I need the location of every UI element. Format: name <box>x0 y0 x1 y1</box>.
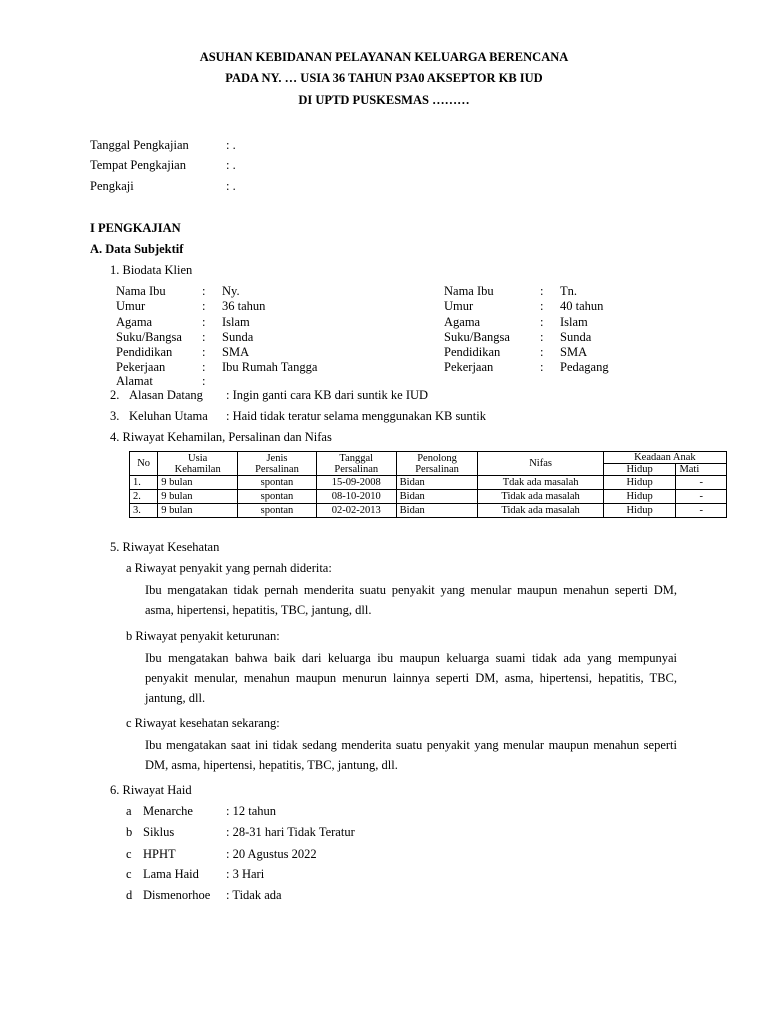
meta-label: Tanggal Pengkajian <box>90 138 189 152</box>
kesehatan-a-text: Ibu mengatakan tidak pernah menderita suatu penyakit yang menular maupun menahun seperti DM, asma, hipertensi, hepatitis, TBC, jantung, dll. <box>145 583 677 617</box>
col-header-tanggal: Tanggal Persalinan <box>316 452 396 476</box>
ibu-label: Agama <box>116 315 153 329</box>
colon: : <box>540 284 544 298</box>
cell-penolong: Bidan <box>396 490 478 504</box>
title-line-2: PADA NY. … USIA 36 TAHUN P3A0 AKSEPTOR KB IUD <box>225 71 543 85</box>
colon: : <box>202 315 206 329</box>
colon: : <box>540 330 544 344</box>
ibu-value: Sunda <box>222 330 254 344</box>
subsection-heading: A. Data Subjektif <box>90 242 184 256</box>
suami-value: SMA <box>560 345 588 359</box>
colon: : <box>540 299 544 313</box>
haid-label: Lama Haid <box>143 867 199 881</box>
colon: : <box>202 299 206 313</box>
ibu-label: Alamat <box>116 374 153 388</box>
haid-label: HPHT <box>143 847 176 861</box>
suami-label: Umur <box>444 299 474 313</box>
cell-tanggal: 08-10-2010 <box>316 490 396 504</box>
cell-nifas: Tidak ada masalah <box>478 490 603 504</box>
haid-letter: a <box>126 804 132 818</box>
ibu-label: Nama Ibu <box>116 284 166 298</box>
table-row <box>130 476 727 490</box>
alasan-label: Alasan Datang <box>129 388 203 402</box>
haid-value: : Tidak ada <box>226 888 282 902</box>
ibu-label: Umur <box>116 299 146 313</box>
suami-value: Sunda <box>560 330 592 344</box>
colon: : <box>202 374 206 388</box>
suami-label: Pekerjaan <box>444 360 494 374</box>
ibu-value: SMA <box>222 345 250 359</box>
riwayat-kesehatan-heading: 5. Riwayat Kesehatan <box>110 540 220 554</box>
suami-value: Pedagang <box>560 360 609 374</box>
col-header-jenis: Jenis Persalinan <box>238 452 317 476</box>
suami-label: Pendidikan <box>444 345 501 359</box>
cell-tanggal: 02-02-2013 <box>316 504 396 518</box>
colon: : <box>202 345 206 359</box>
cell-hidup: Hidup <box>603 490 676 504</box>
suami-value: Islam <box>560 315 588 329</box>
ibu-value: Islam <box>222 315 250 329</box>
col-header-penolong: Penolong Persalinan <box>396 452 478 476</box>
haid-label: Menarche <box>143 804 193 818</box>
riwayat-haid-heading: 6. Riwayat Haid <box>110 783 192 797</box>
colon: : <box>540 315 544 329</box>
item-number: 3. <box>110 409 120 423</box>
meta-value: : . <box>226 179 236 193</box>
cell-usia: 9 bulan <box>158 490 238 504</box>
haid-value: : 12 tahun <box>226 804 276 818</box>
meta-label: Pengkaji <box>90 179 134 193</box>
ibu-value: Ny. <box>222 284 240 298</box>
cell-usia: 9 bulan <box>158 476 238 490</box>
colon: : <box>202 284 206 298</box>
cell-no: 1. <box>130 476 158 490</box>
cell-jenis: spontan <box>238 490 317 504</box>
ibu-label: Pekerjaan <box>116 360 166 374</box>
cell-mati: - <box>676 490 727 504</box>
haid-letter: d <box>126 888 133 902</box>
colon: : <box>202 360 206 374</box>
keluhan-value: : Haid tidak teratur selama menggunakan KB suntik <box>226 409 487 423</box>
kesehatan-c-text: Ibu mengatakan saat ini tidak sedang menderita suatu penyakit yang menular maupun menahun seperti DM, asma, hipertensi, hepatitis, TBC, jantung, dll. <box>145 738 677 772</box>
table-row <box>130 490 727 504</box>
cell-penolong: Bidan <box>396 476 478 490</box>
cell-nifas: Tdak ada masalah <box>478 476 603 490</box>
cell-no: 2. <box>130 490 158 504</box>
haid-letter: b <box>126 825 133 839</box>
haid-letter: c <box>126 847 132 861</box>
haid-value: : 3 Hari <box>226 867 265 881</box>
ibu-value: Ibu Rumah Tangga <box>222 360 318 374</box>
cell-penolong: Bidan <box>396 504 478 518</box>
meta-label: Tempat Pengkajian <box>90 158 186 172</box>
kesehatan-a-label: a Riwayat penyakit yang pernah diderita: <box>126 561 332 575</box>
cell-hidup: Hidup <box>603 504 676 518</box>
haid-value: : 28-31 hari Tidak Teratur <box>226 825 355 839</box>
meta-value: : . <box>226 138 236 152</box>
cell-usia: 9 bulan <box>158 504 238 518</box>
cell-mati: - <box>676 476 727 490</box>
haid-value: : 20 Agustus 2022 <box>226 847 317 861</box>
haid-label: Siklus <box>143 825 175 839</box>
suami-label: Nama Ibu <box>444 284 494 298</box>
col-header-mati: Mati <box>676 464 727 476</box>
meta-value: : . <box>226 158 236 172</box>
ibu-value: 36 tahun <box>222 299 266 313</box>
col-header-usia: Usia Kehamilan <box>158 452 238 476</box>
pregnancy-history-table <box>129 451 727 518</box>
colon: : <box>202 330 206 344</box>
table-row <box>130 504 727 518</box>
colon: : <box>540 345 544 359</box>
kesehatan-b-label: b Riwayat penyakit keturunan: <box>126 629 280 643</box>
col-header-keadaan: Keadaan Anak <box>603 452 726 464</box>
ibu-label: Pendidikan <box>116 345 173 359</box>
ibu-label: Suku/Bangsa <box>116 330 182 344</box>
haid-letter: c <box>126 867 132 881</box>
suami-label: Agama <box>444 315 481 329</box>
biodata-heading: 1. Biodata Klien <box>110 263 193 277</box>
title-line-1: ASUHAN KEBIDANAN PELAYANAN KELUARGA BERENCANA <box>199 50 569 64</box>
col-header-no: No <box>130 452 158 476</box>
col-header-nifas: Nifas <box>478 452 603 476</box>
col-header-hidup: Hidup <box>603 464 676 476</box>
cell-nifas: Tidak ada masalah <box>478 504 603 518</box>
cell-jenis: spontan <box>238 504 317 518</box>
haid-label: Dismenorhoe <box>143 888 211 902</box>
item-number: 2. <box>110 388 120 402</box>
cell-no: 3. <box>130 504 158 518</box>
title-line-3: DI UPTD PUSKESMAS ……… <box>298 93 470 107</box>
section-heading: I PENGKAJIAN <box>90 221 181 235</box>
keluhan-label: Keluhan Utama <box>129 409 208 423</box>
alasan-value: : Ingin ganti cara KB dari suntik ke IUD <box>226 388 429 402</box>
cell-mati: - <box>676 504 727 518</box>
cell-jenis: spontan <box>238 476 317 490</box>
cell-hidup: Hidup <box>603 476 676 490</box>
riwayat-kehamilan-heading: 4. Riwayat Kehamilan, Persalinan dan Nifas <box>110 430 332 444</box>
colon: : <box>540 360 544 374</box>
suami-label: Suku/Bangsa <box>444 330 510 344</box>
suami-value: 40 tahun <box>560 299 604 313</box>
cell-tanggal: 15-09-2008 <box>316 476 396 490</box>
suami-value: Tn. <box>560 284 578 298</box>
kesehatan-c-label: c Riwayat kesehatan sekarang: <box>126 716 280 730</box>
kesehatan-b-text: Ibu mengatakan bahwa baik dari keluarga ibu maupun keluarga suami tidak ada yang mempunyai penyakit menular, menahun maupun menurun lainnya seperti DM, asma, hipertensi, hepatitis, TBC, jantung, dll. <box>145 651 677 705</box>
